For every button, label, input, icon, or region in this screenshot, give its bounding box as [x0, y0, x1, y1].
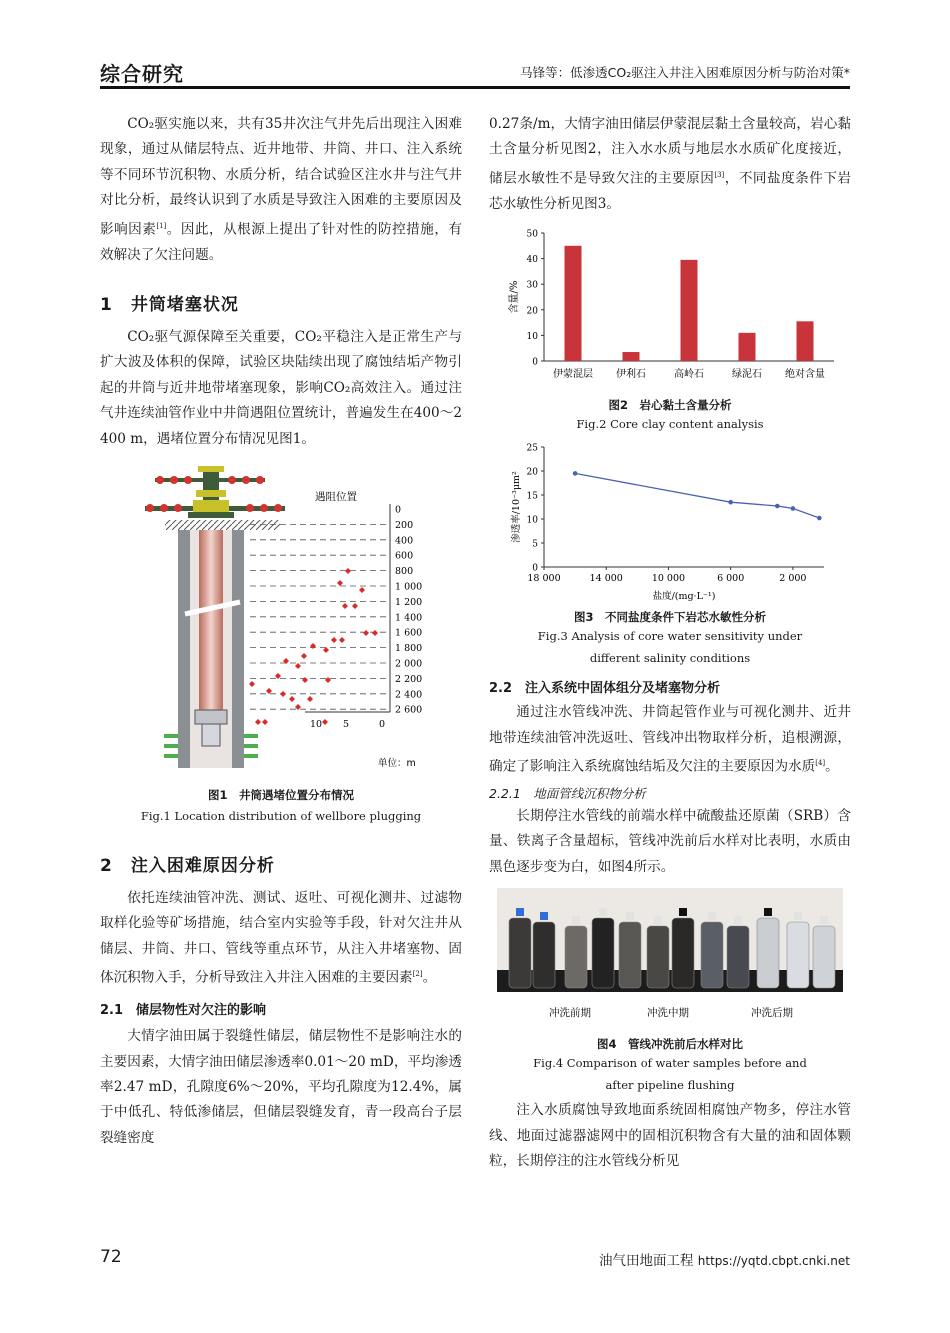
- fig1-point: [342, 603, 348, 609]
- fig1-dashes: [250, 524, 386, 709]
- fig2-caption-cn: 图2 岩心黏土含量分析: [608, 398, 732, 413]
- fig2-bar: [565, 246, 582, 361]
- bottle-cap: [820, 916, 828, 924]
- heading-2-2-1: 2.2.1 地面管线沉积物分析: [489, 785, 646, 801]
- fig2-y-tick: 20: [526, 306, 538, 317]
- fig4-label-before: 冲洗前期: [549, 1007, 591, 1020]
- fig4-label-after: 冲洗后期: [751, 1007, 793, 1020]
- fig1-depth-label: 800: [395, 566, 414, 578]
- heading-section-1: 1 井筒堵塞状况: [100, 294, 239, 315]
- bottle: [619, 922, 641, 988]
- fig2-y-label: 含量/%: [509, 280, 520, 314]
- bottle: [813, 926, 835, 988]
- figure-4-photo: [489, 888, 851, 1036]
- fig1-depth-label: 1 800: [395, 643, 423, 655]
- fig3-point: [817, 516, 822, 521]
- fig2-bar: [623, 352, 640, 361]
- fig1-x-label: 10: [309, 719, 323, 730]
- fig2-bar: [797, 321, 814, 361]
- heading-2-2: 2.2 注入系统中固体组分及堵塞物分析: [489, 681, 721, 697]
- bottle: [787, 922, 809, 988]
- fig1-depth-label: 2 600: [395, 704, 423, 716]
- running-title: 马锋等：低渗透CO₂驱注入井注入困难原因分析与防治对策*: [520, 65, 850, 80]
- fig2-y-tick: 50: [526, 229, 538, 240]
- fig3-x-tick: 6 000: [717, 573, 745, 585]
- fig1-point: [310, 643, 316, 649]
- heading-section-2: 2 注入困难原因分析: [100, 856, 275, 876]
- fig4-caption-cn: 图4 管线冲洗前后水样对比: [596, 1037, 743, 1052]
- heading-2-1: 2.1 储层物性对欠注的影响: [100, 1003, 267, 1019]
- bottle-cap: [708, 912, 716, 920]
- fig1-point: [262, 719, 268, 725]
- tubing: [199, 530, 223, 710]
- bottle: [592, 918, 614, 988]
- fig3-x-label: 盐度/(mg·L⁻¹): [652, 591, 716, 603]
- fig1-point: [322, 719, 328, 725]
- fig1-depth-label: 1 400: [395, 612, 423, 624]
- fig1-x-label: 0: [378, 719, 386, 730]
- fig1-depth-label: 200: [395, 519, 414, 531]
- fig1-point: [295, 663, 301, 669]
- fig4-label-middle: 冲洗中期: [647, 1007, 689, 1020]
- fig2-category-label: 绿泥石: [732, 369, 762, 381]
- fig3-x-tick: 14 000: [589, 573, 623, 585]
- bottle: [757, 918, 779, 988]
- bottle: [647, 926, 669, 988]
- fig3-point: [775, 504, 780, 509]
- fig1-point: [307, 696, 313, 702]
- fig3-x-tick: 10 000: [651, 573, 686, 585]
- fig1-unit: 单位：m: [378, 758, 416, 769]
- fig2-y-tick: 40: [526, 255, 538, 266]
- paragraph-corrosion: 注入水质腐蚀导致地面系统固相腐蚀产物多，停注水管线、地面过滤器滤网中的固相沉积物含有大量的油和固体颗粒，长期停注的注水管线分析见: [489, 1102, 851, 1169]
- fig2-category-label: 绝对含量: [785, 369, 825, 381]
- bottle-cap: [679, 908, 687, 916]
- fig1-depth-label: 0: [395, 504, 402, 516]
- paragraph-wellbore: CO₂驱气源保障至关重要，CO₂平稳注入是正常生产与扩大波及体积的保障，试验区块陆续出现了腐蚀结垢产物引起的井筒与近井地带堵塞现象，影响CO₂高效注入。通过注气井连续油管作业中井筒遇阻位置统计，普遍发生在400～2 400 m，遇堵位置分布情况见图1。: [100, 328, 462, 447]
- wellhead-icon: [145, 466, 285, 518]
- fig3-caption-en-1: Fig.3 Analysis of core water sensitivity under: [537, 629, 803, 644]
- fig3-y-tick: 25: [526, 443, 538, 454]
- fig3-x-tick: 18 000: [527, 573, 561, 585]
- fig1-point: [331, 637, 337, 643]
- bottle-cap: [734, 916, 742, 924]
- bottle-cap: [540, 912, 548, 920]
- fig3-y-tick: 10: [526, 515, 538, 526]
- fig3-y-tick: 15: [526, 491, 538, 502]
- figure-2-bar-chart: [489, 223, 851, 395]
- fig3-caption-en-2: different salinity conditions: [589, 651, 751, 666]
- fig3-series-line: [575, 474, 819, 519]
- fig1-depth-label: 1 200: [395, 596, 423, 608]
- section-label: 综合研究: [100, 62, 184, 86]
- fig1-points: [249, 568, 378, 725]
- fig2-bar: [739, 333, 756, 361]
- paragraph-reservoir: 大情字油田属于裂缝性储层，储层物性不是影响注水的主要因素，大情字油田储层渗透率0.01～20 mD，平均渗透率2.47 mD，孔隙度6%～20%，平均孔隙度为12.4%，属于中低孔、特低渗储层，但储层裂缝发育，青一段高台子层裂缝密度: [100, 1028, 462, 1146]
- fig1-x-label: 5: [342, 719, 350, 730]
- casing-right: [232, 530, 244, 768]
- casing-left: [178, 530, 190, 768]
- bottle: [533, 922, 555, 988]
- ground-surface: [165, 520, 280, 530]
- fig1-point: [372, 630, 378, 636]
- fig3-point: [728, 500, 733, 505]
- fig1-point: [363, 630, 369, 636]
- bottle: [672, 918, 694, 988]
- fig3-point: [573, 471, 578, 476]
- bottle-cap: [794, 912, 802, 920]
- fig1-point: [345, 568, 351, 574]
- fig1-point: [359, 587, 365, 593]
- fig3-x-tick: 2 000: [779, 573, 807, 585]
- fig1-point: [249, 681, 255, 687]
- fig3-y-label: 渗透率/10⁻³μm²: [511, 471, 522, 543]
- bottle: [509, 918, 531, 988]
- paragraph-pipeline: 长期停注水管线的前端水样中硫酸盐还原菌（SRB）含量、铁离子含量超标，管线冲洗前后水样对比表明，水质由黑色逐步变为白，如图4所示。: [489, 807, 851, 875]
- bottle: [701, 922, 723, 988]
- intro-paragraph: CO₂驱实施以来，共有35井次注气井先后出现注入困难现象，通过从储层特点、近井地带、井筒、井口、注入系统等不同环节沉积物、水质分析，结合试验区注水井与注气井对比分析，最终认识到了水质是导致注入困难的主要原因及影响因素[1]。因此，从根源上提出了针对性的防控措施，有效解决了欠注问题。: [100, 116, 463, 263]
- fig1-depth-label: 400: [395, 535, 414, 547]
- fig4-caption-en-2: after pipeline flushing: [605, 1078, 735, 1093]
- fig1-depth-label: 2 000: [395, 658, 423, 670]
- fig1-point: [337, 580, 343, 586]
- fig1-caption-en: Fig.1 Location distribution of wellbore plugging: [140, 809, 422, 823]
- fig2-category-label: 高岭石: [674, 369, 704, 381]
- bottle-cap: [654, 916, 662, 924]
- fig2-y-tick: 0: [532, 357, 538, 368]
- fig1-depth-label: 600: [395, 550, 414, 562]
- fig3-y-tick: 5: [532, 539, 538, 550]
- fig1-point: [325, 677, 331, 683]
- fig1-depth-labels: [395, 505, 422, 716]
- fig1-point: [289, 696, 295, 702]
- fig1-x-labels: [310, 719, 385, 730]
- fig1-point: [302, 677, 308, 683]
- fig3-point: [791, 506, 796, 511]
- fig4-caption-en-1: Fig.4 Comparison of water samples before and: [533, 1056, 807, 1071]
- fig1-depth-label: 2 200: [395, 673, 423, 685]
- figure-3-line-chart: [489, 439, 851, 607]
- fig2-y-tick: 10: [526, 332, 538, 343]
- left-column: [100, 0, 462, 1151]
- bottle: [565, 926, 587, 988]
- fig1-point: [301, 653, 307, 659]
- bottle: [727, 926, 749, 988]
- fig1-point: [352, 603, 358, 609]
- fig1-depth-label: 1 000: [395, 581, 423, 593]
- fig1-point: [339, 637, 345, 643]
- fig1-point: [255, 719, 261, 725]
- fig1-title: 遇阻位置: [315, 491, 357, 503]
- fig3-y-tick: 0: [532, 563, 538, 574]
- bottle-cap: [626, 912, 634, 920]
- fig2-bar: [681, 260, 698, 361]
- fig2-y-tick: 30: [526, 280, 538, 291]
- paragraph-system: 通过注水管线冲洗、井筒起管作业与可视化测井、近井地带连续油管冲洗返吐、管线冲出物取样分析，追根溯源，确定了影响注入系统腐蚀结垢及欠注的主要原因为水质[4]。: [489, 704, 851, 775]
- bottle-cap: [599, 908, 607, 916]
- fig1-caption-cn: 图1 井筒遇堵位置分布情况: [207, 788, 354, 802]
- paragraph-analysis: 依托连续油管冲洗、测试、返吐、可视化测井、过滤物取样化验等矿场措施，结合室内实验等手段，针对欠注井从储层、井筒、井口、管线等重点环节，从注入井堵塞物、固体沉积物入手，分析导致注入井注入困难的主要因素[2]。: [100, 890, 462, 986]
- fig3-y-tick: 20: [526, 467, 538, 478]
- fig1-point: [266, 688, 272, 694]
- fig2-category-label: 伊利石: [616, 369, 646, 381]
- page-number: 72: [100, 1247, 122, 1267]
- fig3-caption-cn: 图3 不同盐度条件下岩芯水敏性分析: [574, 610, 766, 625]
- bottle-cap: [764, 908, 772, 916]
- right-column: [489, 0, 851, 1174]
- fig2-caption-en: Fig.2 Core clay content analysis: [576, 417, 764, 432]
- bottle-cap: [516, 908, 524, 916]
- bottle-cap: [572, 916, 580, 924]
- fig1-depth-label: 1 600: [395, 627, 423, 639]
- journal-footer: 油气田地面工程 https://yqtd.cbpt.cnki.net: [598, 1253, 850, 1269]
- fig2-category-label: 伊蒙混层: [553, 369, 593, 381]
- fig1-depth-label: 2 400: [395, 689, 423, 701]
- paragraph-clay: 0.27条/m，大情字油田储层伊蒙混层黏土含量较高，岩心黏土含量分析见图2，注入水水质与地层水水质矿化度接近，储层水敏性不是导致欠注的主要原因[3]，不同盐度条件下岩芯水敏性分析见图3。: [489, 116, 852, 212]
- figure-1-wellbore: [100, 464, 462, 779]
- fig1-point: [280, 691, 286, 697]
